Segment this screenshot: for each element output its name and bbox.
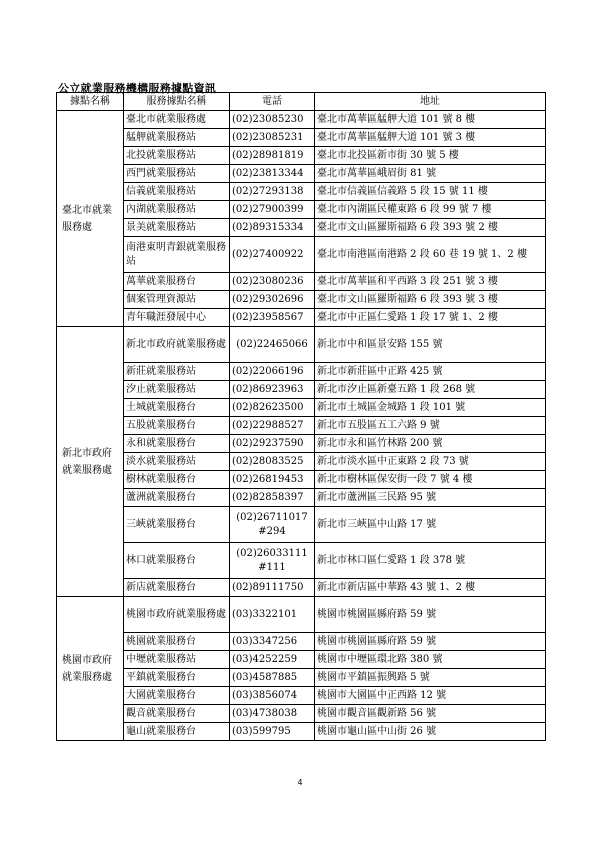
table-row: [57, 579, 546, 597]
site-phone: (03)599795: [230, 723, 315, 741]
site-name: 中壢就業服務站: [124, 651, 230, 669]
site-name: 桃園就業服務台: [124, 633, 230, 651]
column-header-site: 服務據點名稱: [124, 93, 230, 111]
table-body: [57, 111, 546, 741]
site-phone: (02)26711017 #294: [230, 507, 315, 543]
column-header-location: 據點名稱: [57, 93, 124, 111]
table-row: [57, 399, 546, 417]
site-phone: (02)29237590: [230, 435, 315, 453]
site-name: 新店就業服務台: [124, 579, 230, 597]
site-address: 桃園市龜山區中山街 26 號: [315, 723, 546, 741]
site-address: 臺北市萬華區和平西路 3 段 251 號 3 樓: [315, 273, 546, 291]
site-phone: (02)82858397: [230, 489, 315, 507]
service-locations-table: [56, 92, 546, 741]
site-phone: (02)82623500: [230, 399, 315, 417]
site-address: 桃園市桃園區縣府路 59 號: [315, 597, 546, 633]
site-name: 樹林就業服務台: [124, 471, 230, 489]
site-address: 新北市新莊區中正路 425 號: [315, 363, 546, 381]
site-name: 桃園市政府就業服務處: [124, 597, 230, 633]
site-phone: (02)29302696: [230, 291, 315, 309]
site-name: 個案管理資源站: [124, 291, 230, 309]
site-address: 臺北市內湖區民權東路 6 段 99 號 7 樓: [315, 201, 546, 219]
table-row: [57, 435, 546, 453]
site-name: 南港東明青銀就業服務站: [124, 237, 230, 273]
site-address: 臺北市文山區羅斯福路 6 段 393 號 2 樓: [315, 219, 546, 237]
site-phone: (02)26819453: [230, 471, 315, 489]
site-name: 臺北市就業服務處: [124, 111, 230, 129]
page-title: 公立就業服務機構服務據點資訊: [58, 82, 217, 95]
site-address: 臺北市文山區羅斯福路 6 段 393 號 3 樓: [315, 291, 546, 309]
agency-name: 新北市政府就業服務處: [57, 327, 124, 597]
site-phone: (02)28083525: [230, 453, 315, 471]
site-address: 桃園市觀音區觀新路 56 號: [315, 705, 546, 723]
site-address: 桃園市桃園區縣府路 59 號: [315, 633, 546, 651]
site-name: 西門就業服務站: [124, 165, 230, 183]
site-name: 信義就業服務站: [124, 183, 230, 201]
site-address: 臺北市南港區南港路 2 段 60 巷 19 號 1、2 樓: [315, 237, 546, 273]
site-phone: (02)22066196: [230, 363, 315, 381]
table-row: [57, 687, 546, 705]
site-address: 臺北市中正區仁愛路 1 段 17 號 1、2 樓: [315, 309, 546, 327]
table-row: [57, 291, 546, 309]
site-address: 桃園市中壢區環北路 380 號: [315, 651, 546, 669]
site-name: 林口就業服務台: [124, 543, 230, 579]
site-phone: (02)23080236: [230, 273, 315, 291]
site-name: 觀音就業服務台: [124, 705, 230, 723]
table-row: [57, 705, 546, 723]
site-phone: (02)86923963: [230, 381, 315, 399]
site-phone: (02)27900399: [230, 201, 315, 219]
table-row: [57, 633, 546, 651]
table-row: [57, 165, 546, 183]
site-name: 青年職涯發展中心: [124, 309, 230, 327]
table-row: [57, 381, 546, 399]
site-address: 臺北市信義區信義路 5 段 15 號 11 樓: [315, 183, 546, 201]
site-address: 桃園市平鎮區振興路 5 號: [315, 669, 546, 687]
site-phone: (02)22465066: [230, 327, 315, 363]
site-address: 新北市樹林區保安街一段 7 號 4 樓: [315, 471, 546, 489]
site-address: 新北市五股區五工六路 9 號: [315, 417, 546, 435]
site-name: 永和就業服務台: [124, 435, 230, 453]
site-name: 三峽就業服務台: [124, 507, 230, 543]
site-address: 桃園市大園區中正西路 12 號: [315, 687, 546, 705]
site-name: 景美就業服務站: [124, 219, 230, 237]
site-address: 新北市永和區竹林路 200 號: [315, 435, 546, 453]
site-address: 新北市土城區金城路 1 段 101 號: [315, 399, 546, 417]
site-name: 龜山就業服務台: [124, 723, 230, 741]
table-row: [57, 129, 546, 147]
site-name: 五股就業服務台: [124, 417, 230, 435]
site-phone: (03)3322101: [230, 597, 315, 633]
site-phone: (03)4738038: [230, 705, 315, 723]
site-phone: (02)26033111 #111: [230, 543, 315, 579]
table-row: [57, 201, 546, 219]
site-name: 淡水就業服務站: [124, 453, 230, 471]
site-name: 土城就業服務台: [124, 399, 230, 417]
column-header-phone: 電話: [230, 93, 315, 111]
site-phone: (02)23085230: [230, 111, 315, 129]
site-phone: (02)23958567: [230, 309, 315, 327]
site-name: 蘆洲就業服務台: [124, 489, 230, 507]
table-header-row: [57, 93, 546, 111]
page-number: 4: [297, 778, 303, 787]
table-row: [57, 363, 546, 381]
site-address: 臺北市北投區新市街 30 號 5 樓: [315, 147, 546, 165]
site-phone: (02)89111750: [230, 579, 315, 597]
table-row: [57, 597, 546, 633]
table-row: [57, 669, 546, 687]
site-name: 內湖就業服務站: [124, 201, 230, 219]
table-row: [57, 273, 546, 291]
site-address: 新北市三峽區中山路 17 號: [315, 507, 546, 543]
agency-name: 臺北市就業服務處: [57, 111, 124, 327]
site-address: 新北市林口區仁愛路 1 段 378 號: [315, 543, 546, 579]
table-row: [57, 111, 546, 129]
site-address: 臺北市萬華區艋舺大道 101 號 3 樓: [315, 129, 546, 147]
site-name: 新北市政府就業服務處: [124, 327, 230, 363]
site-phone: (03)4252259: [230, 651, 315, 669]
site-name: 艋舺就業服務站: [124, 129, 230, 147]
table-row: [57, 237, 546, 273]
table-row: [57, 147, 546, 165]
site-address: 新北市中和區景安路 155 號: [315, 327, 546, 363]
site-phone: (02)23813344: [230, 165, 315, 183]
site-name: 大園就業服務台: [124, 687, 230, 705]
table-row: [57, 183, 546, 201]
column-header-address: 地址: [315, 93, 546, 111]
site-phone: (03)3347256: [230, 633, 315, 651]
site-name: 平鎮就業服務台: [124, 669, 230, 687]
table-row: [57, 471, 546, 489]
site-phone: (02)28981819: [230, 147, 315, 165]
site-address: 新北市淡水區中正東路 2 段 73 號: [315, 453, 546, 471]
site-phone: (02)89315334: [230, 219, 315, 237]
table-row: [57, 543, 546, 579]
site-address: 新北市蘆洲區三民路 95 號: [315, 489, 546, 507]
site-phone: (02)27293138: [230, 183, 315, 201]
table-row: [57, 651, 546, 669]
table-row: [57, 327, 546, 363]
table-row: [57, 309, 546, 327]
table-row: [57, 219, 546, 237]
site-name: 萬華就業服務台: [124, 273, 230, 291]
table-row: [57, 417, 546, 435]
site-address: 臺北市萬華區峨眉街 81 號: [315, 165, 546, 183]
site-phone: (03)4587885: [230, 669, 315, 687]
site-phone: (02)27400922: [230, 237, 315, 273]
table-row: [57, 507, 546, 543]
site-name: 新莊就業服務站: [124, 363, 230, 381]
table-row: [57, 489, 546, 507]
site-address: 新北市新店區中華路 43 號 1、2 樓: [315, 579, 546, 597]
table-row: [57, 723, 546, 741]
table-row: [57, 453, 546, 471]
site-phone: (02)22988527: [230, 417, 315, 435]
agency-name: 桃園市政府就業服務處: [57, 597, 124, 741]
site-address: 臺北市萬華區艋舺大道 101 號 8 樓: [315, 111, 546, 129]
site-phone: (03)3856074: [230, 687, 315, 705]
site-address: 新北市汐止區新臺五路 1 段 268 號: [315, 381, 546, 399]
site-name: 汐止就業服務站: [124, 381, 230, 399]
site-name: 北投就業服務站: [124, 147, 230, 165]
site-phone: (02)23085231: [230, 129, 315, 147]
